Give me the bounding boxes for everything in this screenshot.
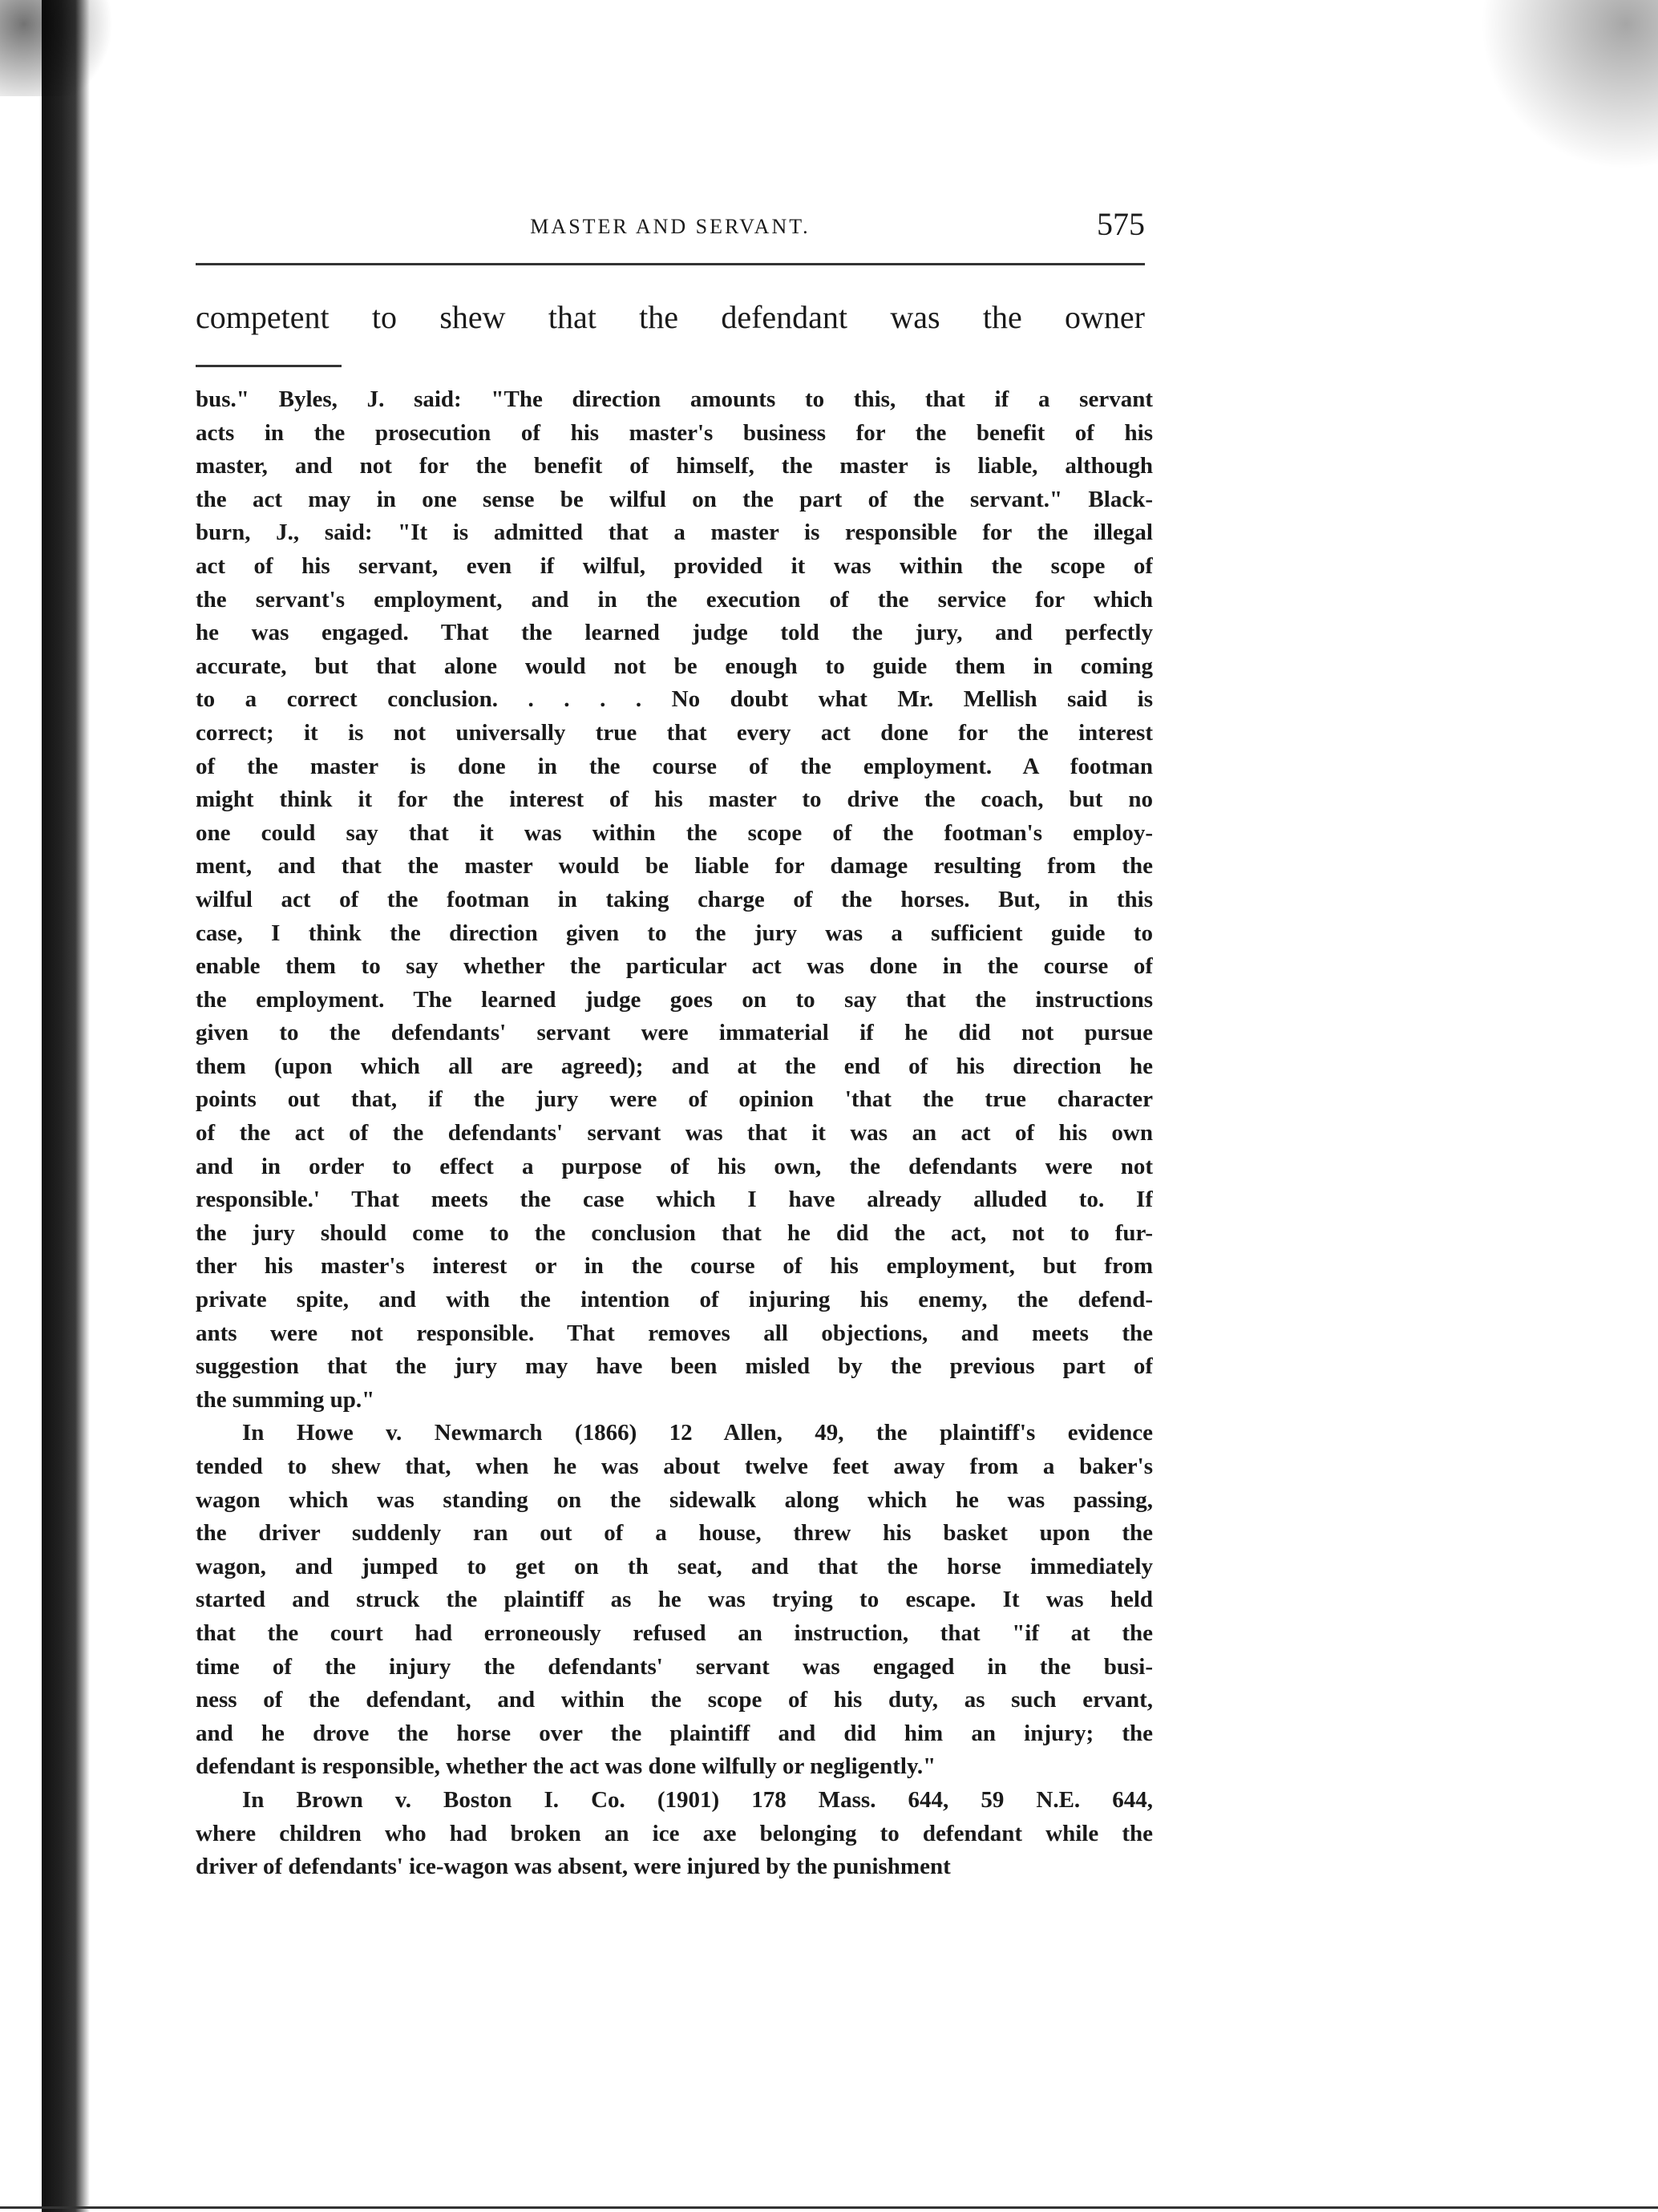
text-line: wilful act of the footman in taking charge of the horses. But, in this — [196, 886, 1153, 912]
main-text-line: competent to shew that the defendant was the owner — [196, 299, 1145, 335]
text-line: burn, J., said: "It is admitted that a master is responsible for the illegal — [196, 520, 1153, 546]
text-line: suggestion that the jury may have been misled by the previous part of — [196, 1353, 1153, 1380]
header-rule — [196, 263, 1145, 265]
text-line: time of the injury the defendants' servant was engaged in the busi- — [196, 1653, 1153, 1680]
text-line: that the court had erroneously refused an instruction, that "if at the — [196, 1620, 1153, 1646]
text-line: might think it for the interest of his master to drive the coach, but no — [196, 787, 1153, 813]
text-line: private spite, and with the intention of injuring his enemy, the defend- — [196, 1287, 1153, 1313]
scan-speckle-top-left — [0, 0, 160, 96]
text-line: he was engaged. That the learned judge told the jury, and perfectly — [196, 620, 1153, 646]
text-line: enable them to say whether the particular act was done in the course of — [196, 953, 1153, 980]
text-line: the driver suddenly ran out of a house, threw his basket upon the — [196, 1520, 1153, 1547]
text-line: given to the defendants' servant were immaterial if he did not pursue — [196, 1020, 1153, 1046]
text-line: ants were not responsible. That removes all objections, and meets the — [196, 1320, 1153, 1346]
text-line: the act may in one sense be wilful on the part of the servant." Black- — [196, 486, 1153, 512]
text-line: case, I think the direction given to the jury was a sufficient guide to — [196, 920, 1153, 946]
text-line: them (upon which all are agreed); and at the end of his direction he — [196, 1053, 1153, 1079]
text-line: of the master is done in the course of the employment. A footman — [196, 753, 1153, 779]
text-line: accurate, but that alone would not be enough to guide them in coming — [196, 653, 1153, 679]
text-line: master, and not for the benefit of himself, the master is liable, although — [196, 453, 1153, 479]
text-line: act of his servant, even if wilful, provided it was within the scope of — [196, 552, 1153, 579]
text-line: and he drove the horse over the plaintiff and did him an injury; the — [196, 1720, 1153, 1746]
text-line: ment, and that the master would be liable for damage resulting from the — [196, 853, 1153, 880]
footnote-rule — [196, 365, 342, 367]
text-line: the servant's employment, and in the execution of the service for which — [196, 586, 1153, 613]
text-line: and in order to effect a purpose of his own, the defendants were not — [196, 1153, 1153, 1179]
text-line: where children who had broken an ice axe belonging to defendant while the — [196, 1820, 1153, 1846]
text-line: bus." Byles, J. said: "The direction amounts to this, that if a servant — [196, 386, 1153, 412]
running-title: MASTER AND SERVANT. — [530, 215, 811, 238]
text-line: wagon, and jumped to get on th seat, and that the horse immediately — [196, 1553, 1153, 1579]
text-line: ther his master's interest or in the course of his employment, but from — [196, 1253, 1153, 1280]
book-spine-shadow — [42, 0, 90, 2212]
text-line: defendant is responsible, whether the act was done wilfully or negligently." — [196, 1753, 936, 1780]
text-line: tended to shew that, when he was about twelve feet away from a baker's — [196, 1454, 1153, 1479]
page-bottom-edge — [0, 2206, 1658, 2209]
text-line: the jury should come to the conclusion that he did the act, not to fur- — [196, 1219, 1153, 1246]
scan-speckle-top-right — [1466, 0, 1658, 208]
text-line: correct; it is not universally true that every act done for the interest — [196, 719, 1153, 746]
text-line: acts in the prosecution of his master's business for the benefit of his — [196, 419, 1153, 446]
text-line: the summing up." — [196, 1386, 375, 1413]
text-line: wagon which was standing on the sidewalk along which he was passing, — [196, 1486, 1153, 1513]
text-line: ness of the defendant, and within the scope of his duty, as such ervant, — [196, 1687, 1153, 1713]
footnote-body — [196, 383, 1153, 1884]
text-line: In Brown v. Boston I. Co. (1901) 178 Mass. 644, 59 N.E. 644, — [242, 1786, 1153, 1813]
text-line: In Howe v. Newmarch (1866) 12 Allen, 49, the plaintiff's evidence — [242, 1420, 1153, 1446]
page-number: 575 — [1097, 206, 1145, 242]
running-header — [196, 205, 1145, 257]
text-line: one could say that it was within the scope of the footman's employ- — [196, 819, 1153, 846]
text-line: to a correct conclusion. . . . . No doubt what Mr. Mellish said is — [196, 686, 1153, 713]
text-line: the employment. The learned judge goes on to say that the instructions — [196, 986, 1153, 1013]
text-line: points out that, if the jury were of opinion 'that the true character — [196, 1086, 1153, 1113]
text-line: of the act of the defendants' servant was that it was an act of his own — [196, 1120, 1153, 1146]
text-line: responsible.' That meets the case which I have already alluded to. If — [196, 1187, 1153, 1213]
text-line: driver of defendants' ice-wagon was absent, were injured by the punishment — [196, 1854, 951, 1880]
text-line: started and struck the plaintiff as he was trying to escape. It was held — [196, 1587, 1153, 1613]
